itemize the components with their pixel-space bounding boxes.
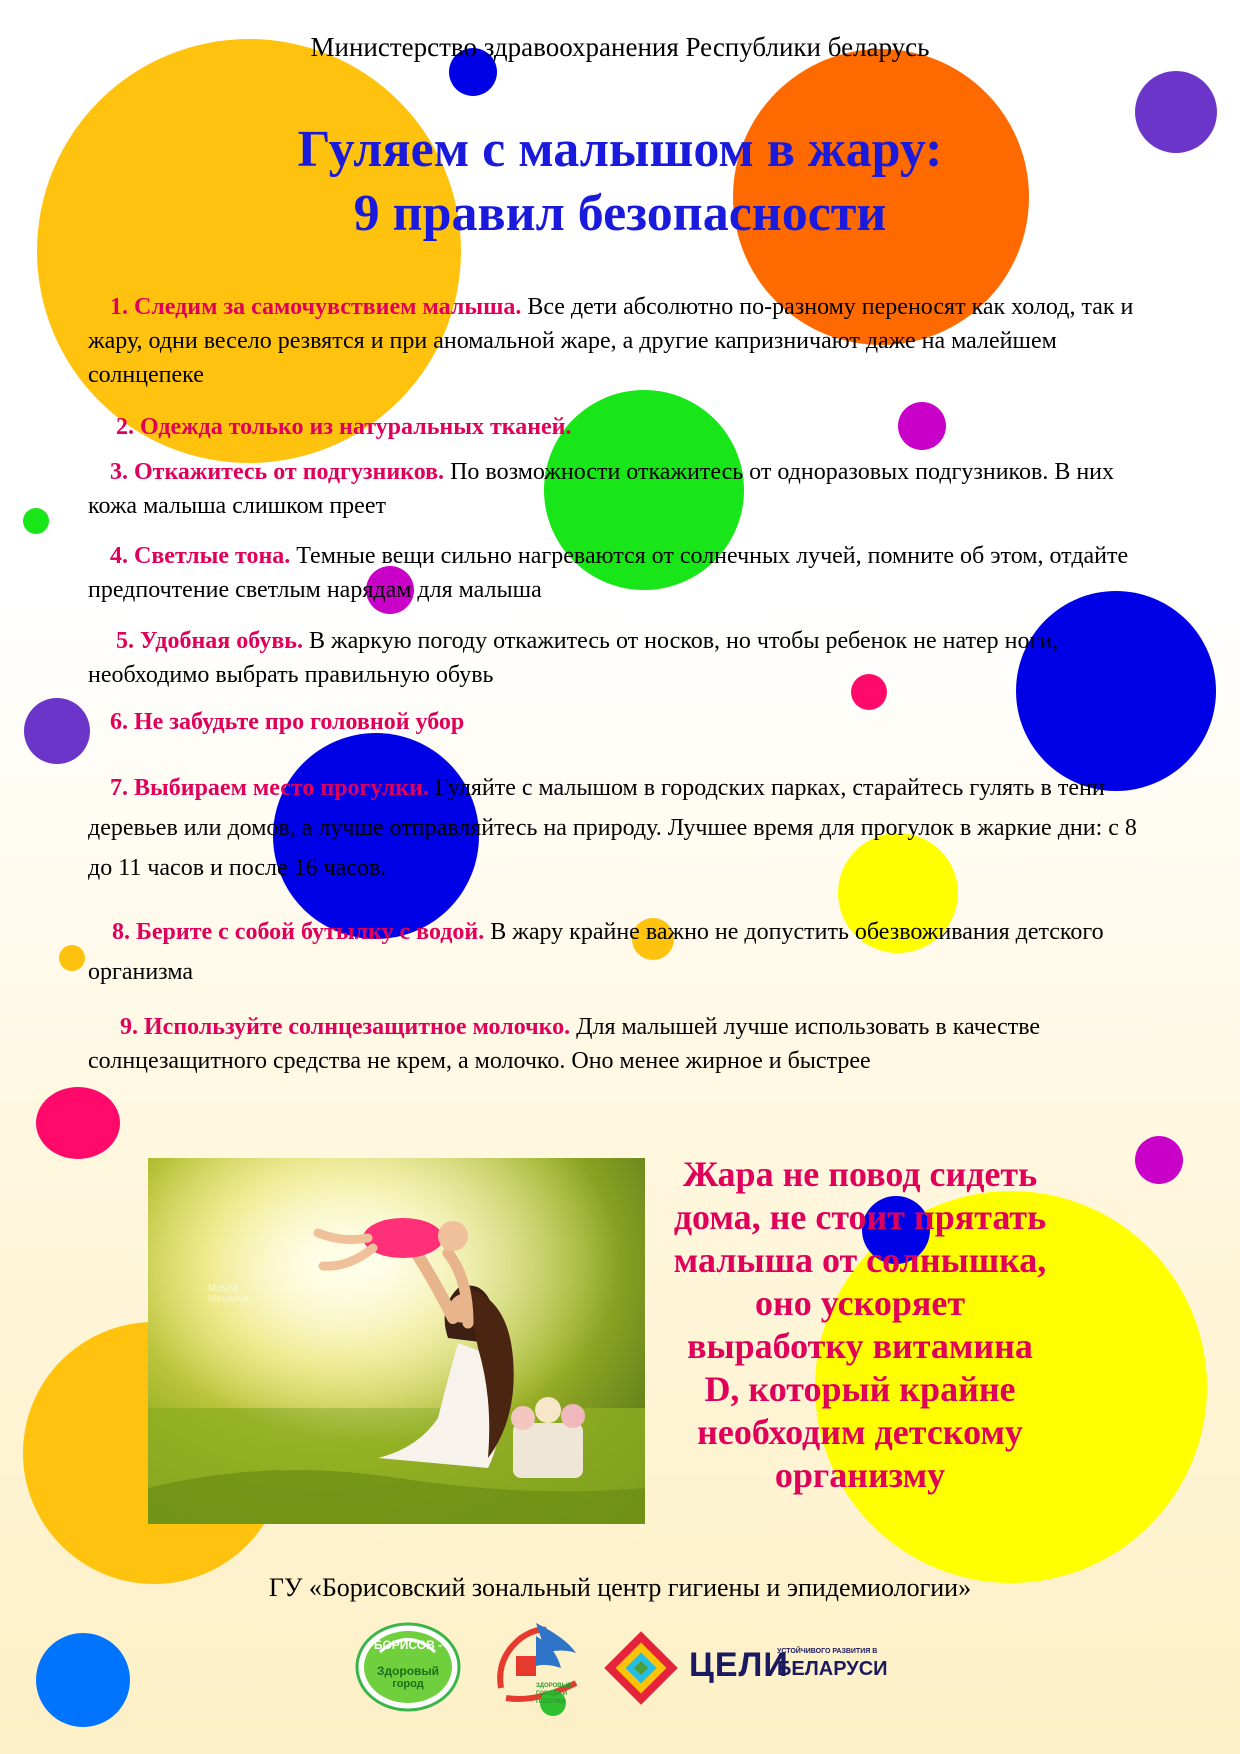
decor-circle-blue-bottom-left: [36, 1633, 130, 1727]
rule-text: Все дети абсолютно по-разному переносят как холод, так и жару, одни весело резвятся и при аномальной жаре, а другие капризничают даже на малейшем солнцепеке: [88, 294, 1134, 388]
borisov-healthy-city-logo: [355, 1622, 461, 1712]
rule-number: 5.: [116, 628, 134, 654]
rule-text: Темные вещи сильно нагреваются от солнечных лучей, помните об этом, отдайте предпочтение светлым нарядам для малыша: [88, 543, 1129, 603]
organization-footer: ГУ «Борисовский зональный центр гигиены и эпидемиологии»: [268, 1573, 972, 1602]
rule-7: [88, 768, 1158, 888]
decor-circle-pink-left: [36, 1087, 120, 1159]
photo-illustration: [148, 1158, 645, 1524]
sdg-big-text: ЦЕЛИ: [689, 1646, 789, 1684]
rule-text: В жару крайне важно не допустить обезвоживания детского организма: [88, 919, 1104, 985]
healthy-cities-label: ЗДОРОВЫЕ ГОРОДА И ПОСЕЛКИ: [536, 1683, 572, 1705]
rule-text: Для малышей лучше использовать в качестве солнцезащитного средства не крем, а молочко. Оно менее жирное и быстрее: [88, 1014, 1041, 1074]
rule-number: 1.: [110, 294, 128, 320]
title-line-1: Гуляем с малышом в жару:: [297, 121, 943, 178]
rule-heading: Выбираем место прогулки.: [134, 775, 429, 801]
rule-number: 4.: [110, 543, 128, 569]
mother-baby-photo: [148, 1158, 645, 1524]
rule-text: По возможности откажитесь от одноразовых подгузников. В них кожа малыша слишком преет: [88, 459, 1115, 519]
borisov-logo-line2: Здоровый: [376, 1664, 440, 1678]
sdg-small-top: УСТОЙЧИВОГО РАЗВИТИЯ В: [777, 1648, 878, 1655]
decor-circle-green-small: [23, 508, 49, 534]
sdg-ornament-icon: [599, 1628, 683, 1708]
rule-text: Гуляйте с малышом в городских парках, старайтесь гулять в тени деревьев или домов, а лучше отправляйтесь на природу. Лучшее время для прогулок в жаркие дни: с 8 до 11 часов и после 16 часов.: [88, 775, 1137, 881]
rule-6: [88, 705, 1158, 739]
decor-circle-magenta-right: [1135, 1136, 1183, 1184]
healthy-cities-logo: [481, 1618, 591, 1718]
decor-circle-yellow-top-left: [37, 39, 461, 463]
borisov-logo-line3: город: [392, 1678, 424, 1690]
sdg-belarus-logo: [599, 1628, 888, 1708]
rule-3: [88, 455, 1158, 523]
decor-circle-yellow-tiny-1: [59, 945, 85, 971]
rule-9: [88, 1010, 1158, 1078]
rule-8: [88, 912, 1158, 992]
title-line-2: 9 правил безопасности: [353, 185, 887, 242]
rule-heading: Одежда только из натуральных тканей.: [140, 414, 572, 440]
rule-1: [88, 290, 1158, 392]
rule-heading: Берите с собой бутылку с водой.: [136, 919, 485, 945]
rule-number: 7.: [110, 775, 128, 801]
rule-text: В жаркую погоду откажитесь от носков, но чтобы ребенок не натер ноги, необходимо выбрать правильную обувь: [88, 628, 1059, 688]
rule-4: [88, 539, 1158, 607]
rule-5: [88, 624, 1158, 692]
rule-heading: Удобная обувь.: [140, 628, 303, 654]
rule-heading: Светлые тона.: [134, 543, 291, 569]
rule-number: 3.: [110, 459, 128, 485]
rule-number: 9.: [120, 1014, 138, 1040]
ministry-header: Министерство здравоохранения Республики беларусь: [310, 32, 930, 62]
rule-2: [88, 410, 1158, 444]
photo-watermark: Masha Mironova: [208, 1283, 250, 1305]
rule-heading: Не забудьте про головной убор: [134, 709, 465, 735]
rule-heading: Следим за самочувствием малыша.: [134, 294, 522, 320]
page-title: [0, 118, 1240, 246]
rule-number: 2.: [116, 414, 134, 440]
rule-number: 6.: [110, 709, 128, 735]
decor-circle-purple-left: [24, 698, 90, 764]
borisov-logo-line1: БОРИСОВ -: [373, 1638, 443, 1652]
rule-number: 8.: [112, 919, 130, 945]
rule-heading: Используйте солнцезащитное молочко.: [144, 1014, 571, 1040]
sdg-small-bottom: БЕЛАРУСИ: [777, 1658, 888, 1680]
heat-quote: Жара не повод сидеть дома, не стоит прятать малыша от солнышка, оно ускоряет выработку витамина D, который крайне необходим детскому организму: [673, 1154, 1047, 1495]
rule-heading: Откажитесь от подгузников.: [134, 459, 445, 485]
